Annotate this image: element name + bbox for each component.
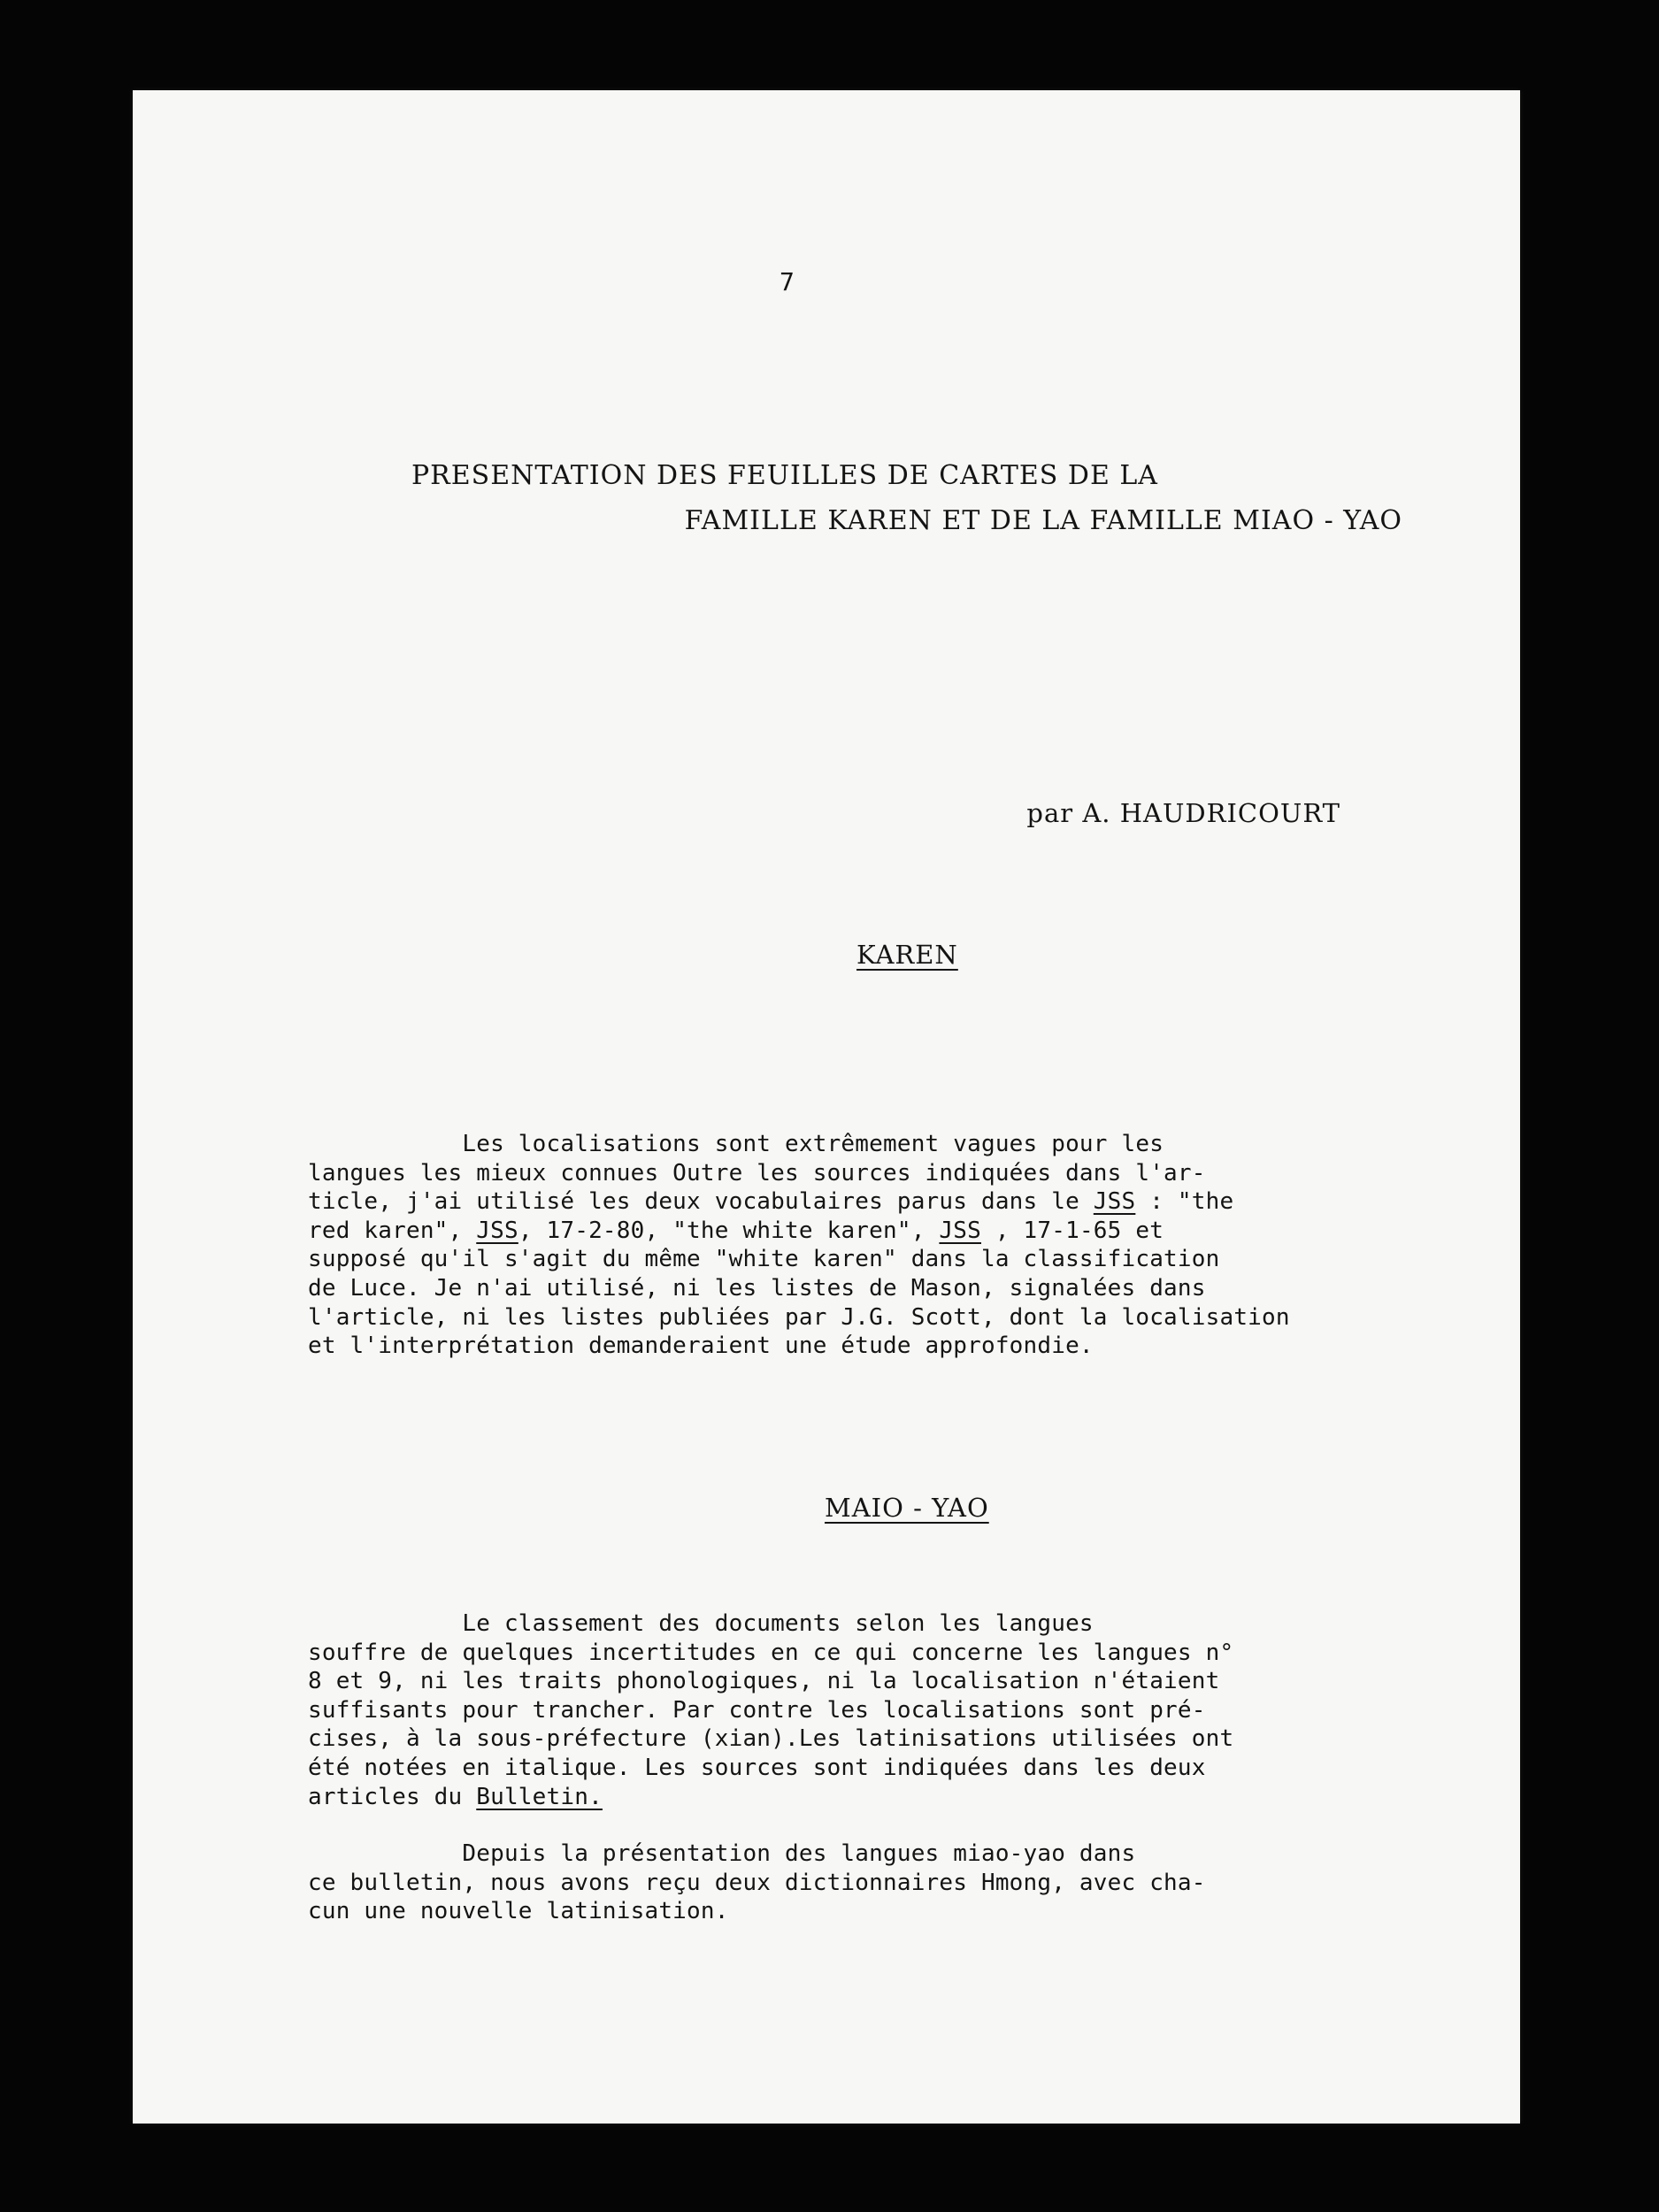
karen-paragraph (308, 1130, 1440, 1361)
jss-reference: JSS (476, 1217, 518, 1244)
jss-reference: JSS (1093, 1188, 1136, 1216)
title-line-1: PRESENTATION DES FEUILLES DE CARTES DE LA (411, 460, 1158, 491)
text-line: langues les mieux connues Outre les sources indiquées dans l'ar- (308, 1159, 1206, 1187)
author-line: par A. HAUDRICOURT (1026, 798, 1340, 828)
document-page (133, 90, 1520, 2124)
bulletin-reference: Bulletin. (476, 1783, 603, 1810)
text-line: été notées en italique. Les sources sont indiquées dans les deux (308, 1754, 1206, 1781)
text-line: Le classement des documents selon les langues (308, 1610, 1094, 1637)
text-line: et l'interprétation demanderaient une étude approfondie. (308, 1333, 1094, 1360)
jss-reference: JSS (939, 1217, 981, 1244)
document-title (411, 453, 1402, 543)
text-line: Depuis la présentation des langues miao-yao dans (308, 1840, 1136, 1867)
text-span: articles du (308, 1783, 477, 1810)
text-line: souffre de quelques incertitudes en ce qui concerne les langues n° (308, 1639, 1234, 1666)
text-span: red karen", (308, 1217, 477, 1244)
miao-yao-paragraph-1 (308, 1609, 1440, 1811)
title-line-2: FAMILLE KAREN ET DE LA FAMILLE MIAO - YAO (684, 505, 1402, 536)
section-heading-karen: KAREN (856, 940, 958, 970)
page-number: 7 (780, 267, 795, 296)
text-span: , 17-1-65 et (980, 1217, 1164, 1244)
text-line: l'article, ni les listes publiées par J.G. Scott, dont la localisation (308, 1303, 1290, 1331)
text-line: 8 et 9, ni les traits phonologiques, ni la localisation n'étaient (308, 1668, 1220, 1695)
text-span: : "the (1135, 1188, 1234, 1216)
text-line (308, 1783, 1440, 1812)
text-line (308, 1217, 1440, 1246)
text-line (308, 1187, 1440, 1217)
text-line: cises, à la sous-préfecture (xian).Les latinisations utilisées ont (308, 1725, 1234, 1753)
text-line: ce bulletin, nous avons reçu deux dictionnaires Hmong, avec cha- (308, 1869, 1206, 1896)
text-line: Les localisations sont extrêmement vagues pour les (308, 1131, 1164, 1157)
text-line: supposé qu'il s'agit du même "white karen" dans la classification (308, 1246, 1220, 1273)
section-heading-miao-yao: MAIO - YAO (825, 1493, 989, 1523)
miao-yao-paragraph-2 (308, 1839, 1440, 1926)
text-line: de Luce. Je n'ai utilisé, ni les listes de Mason, signalées dans (308, 1274, 1206, 1302)
text-span: ticle, j'ai utilisé les deux vocabulaires parus dans le (308, 1188, 1094, 1216)
text-span: , 17-2-80, "the white karen", (518, 1217, 940, 1244)
text-line: suffisants pour trancher. Par contre les localisations sont pré- (308, 1696, 1206, 1724)
text-line: cun une nouvelle latinisation. (308, 1898, 729, 1925)
